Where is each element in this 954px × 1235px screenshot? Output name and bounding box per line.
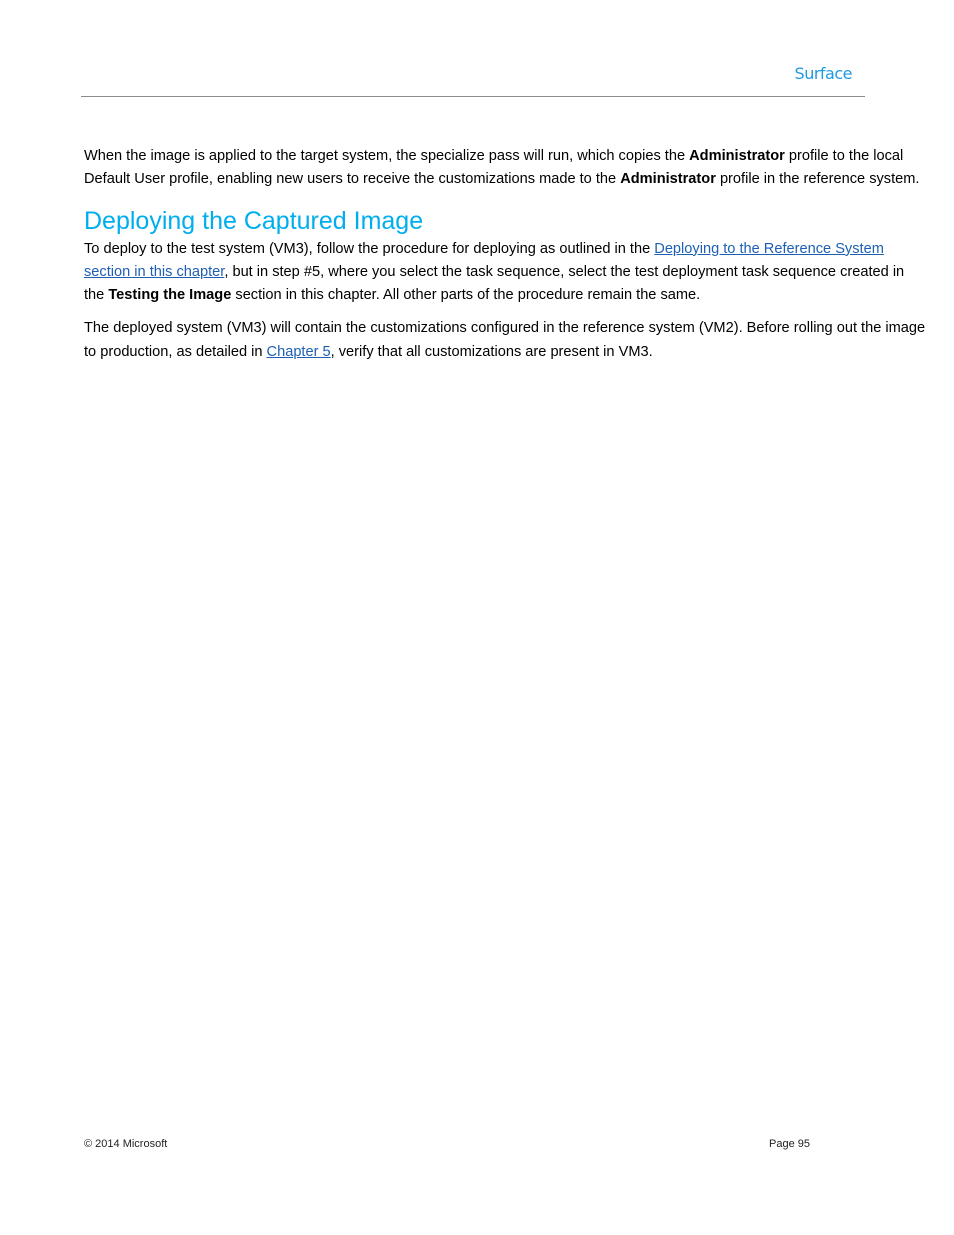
verify-text-2: , verify that all customizations are present in VM3. xyxy=(330,343,653,360)
footer-page-number: Page 95 xyxy=(769,1138,810,1150)
intro-text-2: profile to the local Default User profile, enabling new users to receive the customizations made to the xyxy=(84,148,904,188)
intro-bold-administrator-1: Administrator xyxy=(689,148,785,164)
page-content xyxy=(84,145,926,374)
footer-copyright: © 2014 Microsoft xyxy=(84,1138,168,1150)
surface-logo: Surface xyxy=(794,64,852,83)
verify-text-1: The deployed system (VM3) will contain the customizations configured in the reference system (VM2). Before rolling out the image to production, as detailed in xyxy=(84,320,926,360)
deploy-paragraph xyxy=(84,238,926,308)
intro-text-1: When the image is applied to the target system, the specialize pass will run, which copies the xyxy=(84,148,690,164)
deploying-reference-system-link[interactable]: Deploying to the Reference System section in this chapter xyxy=(84,240,884,280)
verify-paragraph xyxy=(84,317,926,364)
intro-paragraph xyxy=(84,145,926,192)
intro-bold-administrator-2: Administrator xyxy=(620,171,716,188)
deploy-text-1: To deploy to the test system (VM3), follow the procedure for deploying as outlined in the xyxy=(84,240,655,257)
header-divider xyxy=(81,96,865,97)
deploy-text-2: , but in step #5, where you select the task sequence, select the test deployment task sequence created in the xyxy=(84,263,905,304)
deploy-text-3: section in this chapter. All other parts of the procedure remain the same. xyxy=(231,287,701,304)
intro-text-3: profile in the reference system. xyxy=(715,171,920,188)
deploy-bold-testing-the-image: Testing the Image xyxy=(108,287,232,304)
section-heading: Deploying the Captured Image xyxy=(84,206,424,235)
chapter-5-link[interactable]: Chapter 5 xyxy=(266,343,331,360)
